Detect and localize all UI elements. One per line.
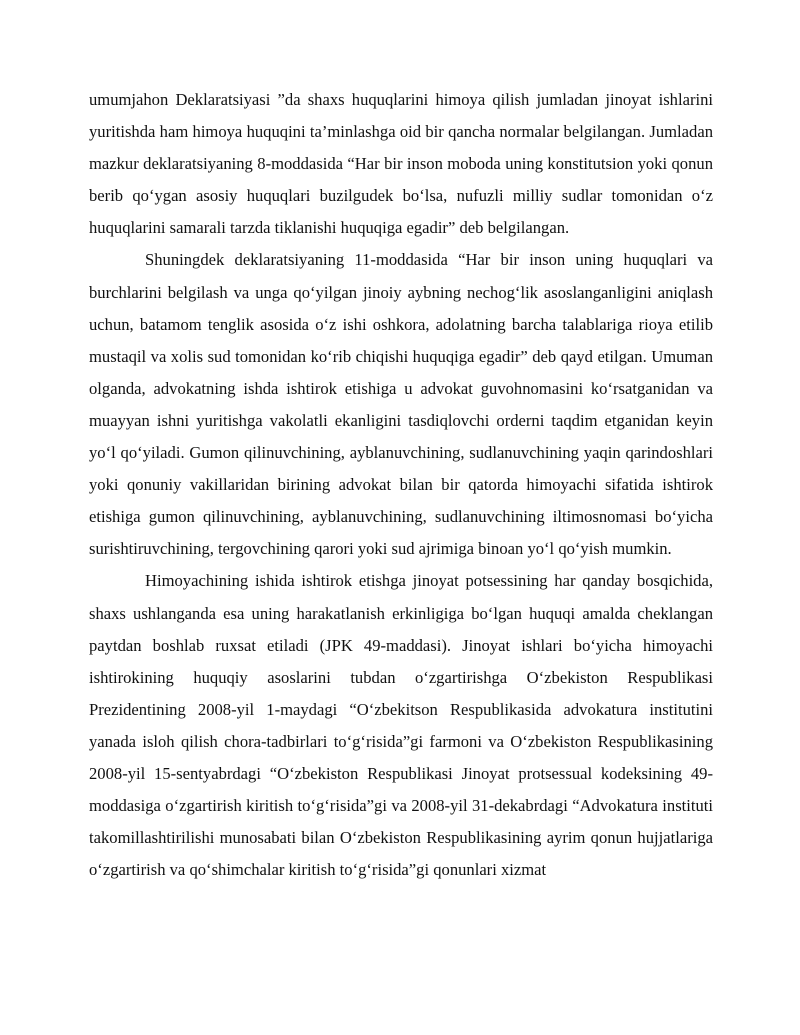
- paragraph-3: Himoyachining ishida ishtirok etishga jinoyat potsessining har qanday bosqichida, shaxs ushlanganda esa uning harakatlanish erkinligiga bo‘lgan huquqi amalda cheklangan paytdan boshlab ruxsat etiladi (JPK 49-maddasi). Jinoyat ishlari bo‘yicha himoyachi ishtirokining huquqiy asoslarini tubdan o‘zgartirishga O‘zbekiston Respublikasi Prezidentining 2008-yil 1-maydagi “O‘zbekitson Respublikasida advokatura institutini yanada isloh qilish chora-tadbirlari to‘g‘risida”gi farmoni va O‘zbekiston Respublikasining 2008-yil 15-sentyabrdagi “O‘zbekiston Respublikasi Jinoyat protsessual kodeksining 49-moddasiga o‘zgartirish kiritish to‘g‘risida”gi va 2008-yil 31-dekabrdagi “Advokatura instituti takomillashtirilishi munosabati bilan O‘zbekiston Respublikasining ayrim qonun hujjatlariga o‘zgartirish va qo‘shimchalar kiritish to‘g‘risida”gi qonunlari xizmat: [89, 571, 713, 880]
- document-page: [89, 84, 713, 886]
- paragraph-1: umumjahon Deklaratsiyasi ”da shaxs huquqlarini himoya qilish jumladan jinoyat ishlarini yuritishda ham himoya huquqini ta’minlashga oid bir qancha normalar belgilangan. Jumladan mazkur deklaratsiyaning 8-moddasida “Har bir inson moboda uning konstitutsion yoki qonun berib qo‘ygan asosiy huquqlari buzilgudek bo‘lsa, nufuzli milliy sudlar tomonidan o‘z huquqlarini samarali tarzda tiklanishi huquqiga egadir” deb belgilangan.: [89, 90, 713, 238]
- paragraph-2: Shuningdek deklaratsiyaning 11-moddasida “Har bir inson uning huquqlari va burchlarini belgilash va unga qo‘yilgan jinoiy aybning nechog‘lik asoslanganligini aniqlash uchun, batamom tenglik asosida o‘z ishi oshkora, adolatning barcha talablariga rioya etilib mustaqil va xolis sud tomonidan ko‘rib chiqishi huquqiga egadir” deb qayd etilgan. Umuman olganda, advokatning ishda ishtirok etishiga u advokat guvohnomasini ko‘rsatganidan va muayyan ishni yuritishga vakolatli ekanligini tasdiqlovchi orderni taqdim etganidan keyin yo‘l qo‘yiladi. Gumon qilinuvchining, ayblanuvchining, sudlanuvchining yaqin qarindoshlari yoki qonuniy vakillaridan birining advokat bilan bir qatorda himoyachi sifatida ishtirok etishiga gumon qilinuvchining, ayblanuvchining, sudlanuvchining iltimosnomasi bo‘yicha surishtiruvchining, tergovchining qarori yoki sud ajrimiga binoan yo‘l qo‘yish mumkin.: [89, 250, 713, 559]
